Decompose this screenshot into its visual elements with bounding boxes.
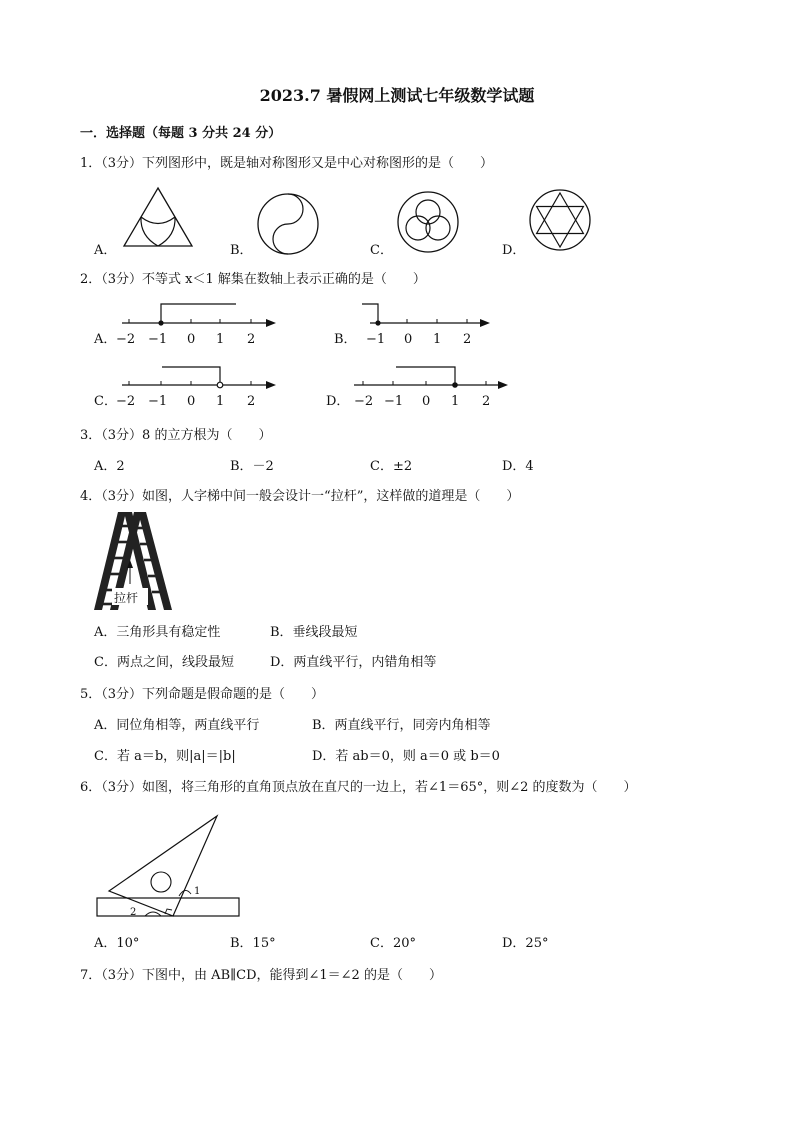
q1-option-d[interactable]: D． xyxy=(502,243,526,258)
q2a-tick-m2: −2 xyxy=(116,332,136,347)
q2-number-line-a xyxy=(120,300,280,350)
question-4-stem: 4．（3分）如图，人字梯中间一般会设计一“拉杆”，这样做的道理是（ ） xyxy=(80,489,520,504)
q2a-tick-m1: −1 xyxy=(148,332,168,347)
q3-option-b[interactable]: B．－2 xyxy=(230,459,274,474)
q4-option-a[interactable]: A．三角形具有稳定性 xyxy=(94,625,221,640)
q5-option-a[interactable]: A．同位角相等，两直线平行 xyxy=(94,718,260,733)
q2b-tick-m1: −1 xyxy=(366,332,386,347)
q6-option-c[interactable]: C．20° xyxy=(370,936,416,951)
q2-option-b[interactable]: B． xyxy=(334,332,357,347)
q2d-tick-0: 0 xyxy=(422,394,431,409)
q2c-tick-m2: −2 xyxy=(116,394,136,409)
q1-figure-a-triangle-arcs xyxy=(122,186,194,248)
q2d-tick-2: 2 xyxy=(482,394,491,409)
question-5-stem: 5．（3分）下列命题是假命题的是（ ） xyxy=(80,687,325,702)
q2-option-a[interactable]: A． xyxy=(94,332,117,347)
q2a-tick-0: 0 xyxy=(187,332,196,347)
q1-figure-d-hexagram xyxy=(528,188,592,252)
q2c-tick-m1: −1 xyxy=(148,394,168,409)
q6-angle-label-2: 2 xyxy=(130,907,137,918)
q5-option-b[interactable]: B．两直线平行，同旁内角相等 xyxy=(312,718,491,733)
q1-option-a[interactable]: A． xyxy=(94,243,117,258)
page-title: 2023.7 暑假网上测试七年级数学试题 xyxy=(259,86,535,105)
question-7-stem: 7．（3分）下图中，由 AB∥CD，能得到∠1＝∠2 的是（ ） xyxy=(80,968,442,983)
q2a-tick-1: 1 xyxy=(216,332,225,347)
q3-option-c[interactable]: C．±2 xyxy=(370,459,413,474)
q2d-tick-m1: −1 xyxy=(384,394,404,409)
q6-triangle-ruler-figure xyxy=(95,814,245,920)
question-3-stem: 3．（3分）8 的立方根为（ ） xyxy=(80,428,272,443)
q2d-tick-m2: −2 xyxy=(354,394,374,409)
q2b-tick-2: 2 xyxy=(463,332,472,347)
q4-figure-label: 拉杆 xyxy=(114,591,139,605)
q2c-tick-1: 1 xyxy=(216,394,225,409)
q6-option-b[interactable]: B．15° xyxy=(230,936,276,951)
question-2-stem: 2．（3分）不等式 x＜1 解集在数轴上表示正确的是（ ） xyxy=(80,272,426,287)
section-heading: 一．选择题（每题 3 分共 24 分） xyxy=(80,126,282,141)
q3-option-a[interactable]: A．2 xyxy=(94,459,125,474)
q4-option-c[interactable]: C．两点之间，线段最短 xyxy=(94,655,234,670)
q2-option-d[interactable]: D． xyxy=(326,394,350,409)
question-6-stem: 6．（3分）如图，将三角形的直角顶点放在直尺的一边上，若∠1＝65°，则∠2 的度数为（ ） xyxy=(80,780,637,795)
q2b-tick-0: 0 xyxy=(404,332,413,347)
q1-option-b[interactable]: B． xyxy=(230,243,253,258)
q6-angle-label-1: 1 xyxy=(194,886,201,897)
q2c-tick-0: 0 xyxy=(187,394,196,409)
q2c-tick-2: 2 xyxy=(247,394,256,409)
q2b-tick-1: 1 xyxy=(433,332,442,347)
question-1-stem: 1．（3分）下列图形中，既是轴对称图形又是中心对称图形的是（ ） xyxy=(80,156,494,171)
q5-option-d[interactable]: D．若 ab＝0，则 a＝0 或 b＝0 xyxy=(312,749,500,764)
q4-option-d[interactable]: D．两直线平行，内错角相等 xyxy=(270,655,437,670)
q1-figure-b-yinyang xyxy=(256,192,320,256)
q3-option-d[interactable]: D．4 xyxy=(502,459,534,474)
q2d-tick-1: 1 xyxy=(451,394,460,409)
q2-option-c[interactable]: C． xyxy=(94,394,117,409)
q1-option-c[interactable]: C． xyxy=(370,243,393,258)
q2a-tick-2: 2 xyxy=(247,332,256,347)
q6-option-d[interactable]: D．25° xyxy=(502,936,549,951)
q6-option-a[interactable]: A．10° xyxy=(94,936,140,951)
q5-option-c[interactable]: C．若 a＝b，则|a|＝|b| xyxy=(94,749,236,764)
q4-option-b[interactable]: B．垂线段最短 xyxy=(270,625,358,640)
q2-number-line-c xyxy=(120,362,280,412)
q1-figure-c-three-circles xyxy=(396,190,460,254)
